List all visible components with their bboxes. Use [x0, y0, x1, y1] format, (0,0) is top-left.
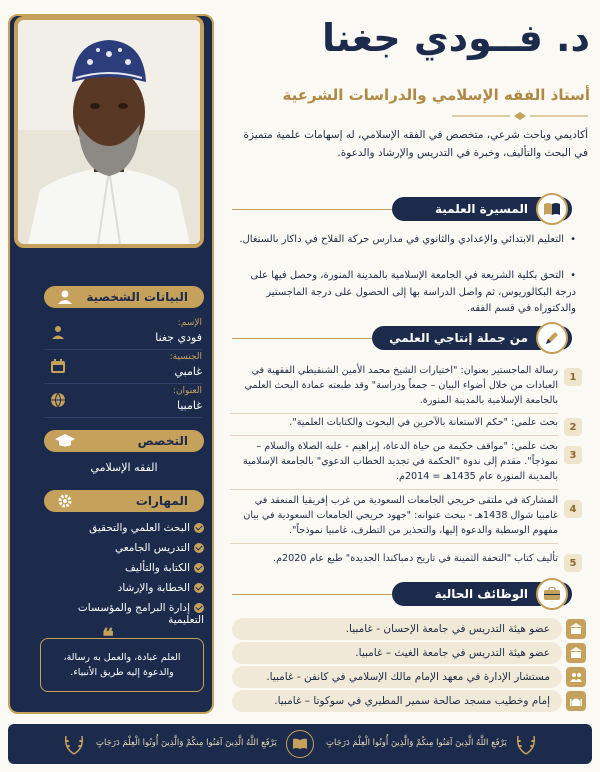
- education-item: • التعليم الابتدائي والإعدادي والثانوي في مدارس حركة الفلاح في داكار بالسنغال.: [230, 232, 576, 249]
- name-value: فودي جغنا: [155, 331, 202, 344]
- book-icon: [286, 730, 314, 758]
- skill-item: الكتابة والتأليف: [44, 562, 204, 580]
- skill-item: الخطابة والإرشاد: [44, 582, 204, 600]
- job-item: عضو هيئة التدريس في جامعة الإحسان - غامبيا.: [232, 618, 562, 640]
- production-item: بحث علمي: "حكم الاستعانة بالآخرين في البحوث والكتابات العلمية".: [230, 416, 558, 436]
- footer: [8, 724, 592, 764]
- education-title: المسيرة العلمية: [434, 202, 528, 216]
- check-icon: [194, 563, 204, 573]
- skill-item: البحث العلمي والتحقيق: [44, 522, 204, 540]
- address-label: العنوان:: [172, 386, 202, 396]
- building-icon: [566, 643, 586, 663]
- ornament-divider: [452, 112, 588, 120]
- jobs-title: الوظائف الحالية: [434, 587, 528, 601]
- job-item: عضو هيئة التدريس في جامعة الغيث – غامبيا.: [232, 642, 562, 664]
- check-icon: [194, 603, 204, 613]
- quote-text: العلم عبادة، والعمل به رسالة، والدعوة إليه طريق الأنبياء.: [63, 651, 181, 678]
- job-item: إمام وخطيب مسجد صالحة سمير المطيري في سوكوتا – غامبيا.: [232, 690, 562, 712]
- mosque-icon: [566, 691, 586, 711]
- name-label: الإسم:: [177, 318, 202, 328]
- book-icon: [536, 193, 568, 225]
- production-item: بحث علمي: "مواقف حكيمة من حياة الدعاة، إبراهيم - عليه الصلاة والسلام – نموذجاً". مقدم إلى ندوة "الحكمة في تجديد الخطاب الدعوي" بالجامعة الإسلامية بالمدينة المنورة عام 1435هـ = 2014م.: [230, 440, 558, 490]
- item-number: 3: [564, 446, 582, 464]
- item-number: 5: [564, 554, 582, 572]
- personal-info-title: البيانات الشخصية: [86, 290, 188, 304]
- user-icon: [52, 284, 78, 310]
- nationality-value: غامبي: [174, 365, 202, 378]
- specialty-title: التخصص: [137, 434, 188, 448]
- personal-row-name: [44, 316, 202, 350]
- globe-icon: [50, 392, 66, 408]
- check-icon: [194, 543, 204, 553]
- quote-box: [40, 638, 204, 692]
- item-number: 2: [564, 418, 582, 436]
- profile-photo: [14, 16, 204, 248]
- specialty-value: الفقه الإسلامي: [90, 461, 158, 474]
- laurel-icon: [62, 732, 86, 756]
- item-number: 1: [564, 368, 582, 386]
- laurel-icon: [514, 732, 538, 756]
- user-icon: [50, 324, 66, 340]
- footer-verse-right: يَرْفَعِ اللَّهُ الَّذِينَ آمَنُوا مِنكُمْ وَالَّذِينَ أُوتُوا الْعِلْمَ دَرَجَاتٍ: [326, 738, 507, 748]
- personal-row-address: [44, 384, 202, 418]
- production-item: رسالة الماجستير بعنوان: "اختيارات الشيخ محمد الأمين الشنقيطي الفقهية في العبادات من خلال أضواء البيان – جمعاً ودراسة" وقد طبعته عمادة البحث العلمي بالجامعة الإسلامية بالمدينة المنورة.: [230, 364, 558, 414]
- item-number: 4: [564, 500, 582, 518]
- skill-item: إدارة البرامج والمؤسسات التعليمية: [77, 602, 204, 626]
- nationality-label: الجنسية:: [169, 352, 202, 362]
- building-icon: [566, 619, 586, 639]
- address-value: غامبيا: [177, 399, 202, 412]
- graduation-cap-icon: [52, 428, 78, 454]
- production-item: المشاركة في ملتقى خريجي الجامعات السعودية من غرب إفريقيا المنعقد في غامبيا شوال 1438هـ - ببحث عنوانه: "جهود خريجي الجامعات السعودية في بيان مفهوم الوسطية والدعوة إليها، والتحذير من التطرف، غامبيا نموذجاً".: [230, 494, 558, 544]
- gear-icon: [52, 488, 78, 514]
- briefcase-icon: [536, 578, 568, 610]
- footer-verse-left: يَرْفَعِ اللَّهُ الَّذِينَ آمَنُوا مِنكُمْ وَالَّذِينَ أُوتُوا الْعِلْمَ دَرَجَاتٍ: [96, 738, 277, 748]
- section-line: [232, 209, 392, 210]
- skills-title: المهارات: [135, 494, 188, 508]
- job-subtitle: أستاذ الفقه الإسلامي والدراسات الشرعية: [282, 86, 590, 104]
- job-item: مستشار الإدارة في معهد الإمام مالك الإسلامي في كانفن - غامبيا.: [232, 666, 562, 688]
- section-line: [232, 338, 372, 339]
- calendar-icon: [50, 358, 66, 374]
- education-item: • التحق بكلية الشريعة في الجامعة الإسلامية بالمدينة المنورة، وحصل فيها على درجة البكالوريوس، ثم واصل الدراسة بها إلى الحصول على درجة الماجستير والدكتوراه في قسم الفقه.: [230, 268, 576, 318]
- intro-text: أكاديمي وباحث شرعي، متخصص في الفقه الإسلامي، له إسهامات علمية متميزة في البحث والتأليف، وخبرة في التدريس والإرشاد والدعوة.: [243, 129, 588, 160]
- skill-item: التدريس الجامعي: [44, 542, 204, 560]
- check-icon: [194, 523, 204, 533]
- people-icon: [566, 667, 586, 687]
- production-item: تأليف كتاب "التحفة الثمينة في تاريخ دمباكندا الجديدة" طبع عام 2020م.: [273, 553, 558, 564]
- check-icon: [194, 583, 204, 593]
- quote-icon: ❝: [102, 624, 114, 650]
- production-title: من جملة إنتاجي العلمي: [389, 331, 528, 345]
- person-name: د. فــودي جغنا: [321, 16, 590, 60]
- personal-row-nationality: [44, 350, 202, 384]
- section-line: [232, 594, 392, 595]
- pen-icon: [536, 322, 568, 354]
